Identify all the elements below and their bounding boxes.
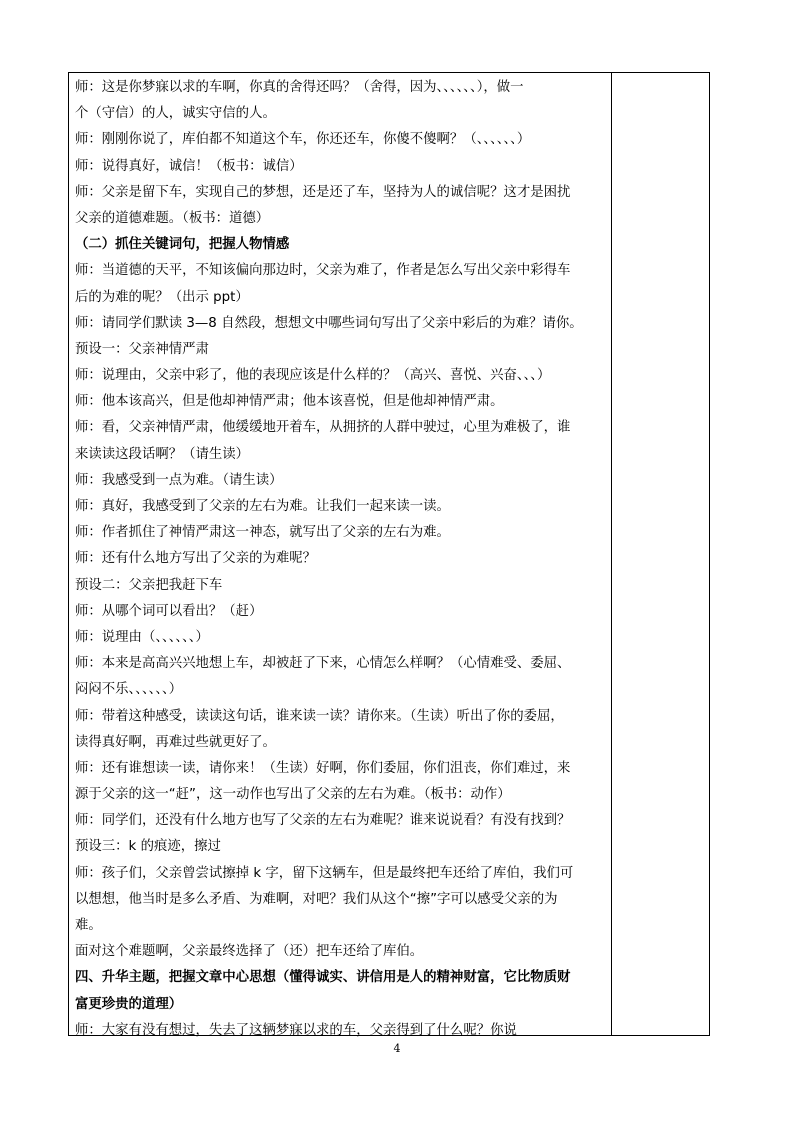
text-line: 师：作者抓住了神情严肃这一神态，就写出了父亲的左右为难。 — [75, 525, 450, 541]
text-line: 师：从哪个词可以看出？（赶） — [75, 603, 263, 619]
lesson-content-cell — [75, 75, 605, 1044]
text-line: 个（守信）的人，诚实守信的人。 — [75, 106, 276, 122]
text-line: 难。 — [75, 918, 102, 933]
text-line: 后的为难的呢？（出示 ppt） — [75, 289, 249, 305]
text-line: 师：他本该高兴，但是他却神情严肃；他本该喜悦，但是他却神情严肃。 — [75, 394, 504, 410]
text-line: 师：看，父亲神情严肃，他缓缓地开着车，从拥挤的人群中驶过，心里为难极了，谁 — [75, 420, 571, 436]
section-heading-line: （二）抓住关键词句，把握人物情感 — [75, 237, 290, 253]
text-line: 面对这个难题啊，父亲最终选择了（还）把车还给了库伯。 — [75, 944, 424, 960]
text-line: 父亲的道德难题。（板书：道德） — [75, 210, 270, 226]
text-line: 读得真好啊，再难过些就更好了。 — [75, 734, 276, 750]
text-line: 预设一：父亲神情严肃 — [75, 341, 209, 357]
section-heading-line: 富更珍贵的道理） — [75, 996, 183, 1012]
text-line: 师：当道德的天平，不知该偏向那边时，父亲为难了，作者是怎么写出父亲中彩得车 — [75, 263, 571, 279]
column-divider — [611, 73, 612, 1035]
section-heading-line: 四、升华主题，把握文章中心思想（懂得诚实、讲信用是人的精神财富，它比物质财 — [75, 970, 571, 986]
page-number: 4 — [393, 1042, 401, 1055]
text-line: 师：我感受到一点为难。（请生读） — [75, 472, 283, 488]
text-line: 来读读这段话啊？（请生读） — [75, 446, 250, 462]
text-line: 师：说得真好，诚信！（板书：诚信） — [75, 158, 303, 174]
text-line: 师：还有什么地方写出了父亲的为难呢？ — [75, 551, 317, 567]
text-line: 预设二：父亲把我赶下车 — [75, 577, 223, 593]
text-line: 源于父亲的这一“赶”，这一动作也写出了父亲的左右为难。（板书：动作） — [75, 787, 511, 803]
text-line: 师：说理由（、、、、、、） — [75, 629, 209, 645]
text-line: 师：这是你梦寐以求的车啊，你真的舍得还吗？（舍得，因为、、、、、、），做一 — [75, 80, 524, 95]
text-line: 师：带着这种感受，读读这句话，谁来读一读？请你来。（生读）听出了你的委屈， — [75, 708, 564, 724]
lesson-table — [68, 72, 710, 1036]
text-line: 师：本来是高高兴兴地想上车，却被赶了下来，心情怎么样啊？（心情难受、委屈、 — [75, 656, 571, 672]
text-line: 预设三：k 的痕迹，擦过 — [75, 839, 221, 855]
text-line: 师：还有谁想读一读，请你来！（生读）好啊，你们委屈，你们沮丧，你们难过，来 — [75, 760, 571, 776]
text-line: 师：同学们，还没有什么地方也写了父亲的左右为难呢？谁来说说看？有没有找到？ — [75, 813, 571, 829]
text-line: 以想想，他当时是多么矛盾、为难啊，对吧？我们从这个“擦”字可以感受父亲的为 — [75, 891, 558, 907]
text-line: 师：父亲是留下车，实现自己的梦想，还是还了车，坚持为人的诚信呢？这才是困扰 — [75, 184, 571, 200]
text-line: 师：说理由，父亲中彩了，他的表现应该是什么样的？（高兴、喜悦、兴奋、、、） — [75, 368, 551, 384]
text-line: 师：孩子们，父亲曾尝试擦掉 k 字，留下这辆车，但是最终把车还给了库伯，我们可 — [75, 865, 574, 881]
text-line: 师：请同学们默读 3—8 自然段，想想文中哪些词句写出了父亲中彩后的为难？请你。 — [75, 315, 583, 331]
text-line: 闷闷不乐、、、、、、） — [75, 682, 183, 698]
text-line: 师：真好，我感受到了父亲的左右为难。让我们一起来读一读。 — [75, 499, 450, 514]
text-line: 师：刚刚你说了，库伯都不知道这个车，你还还车，你傻不傻啊？（、、、、、、） — [75, 132, 531, 148]
text-line: 师：大家有没有想过，失去了这辆梦寐以求的车，父亲得到了什么呢？你说 — [75, 1022, 517, 1038]
